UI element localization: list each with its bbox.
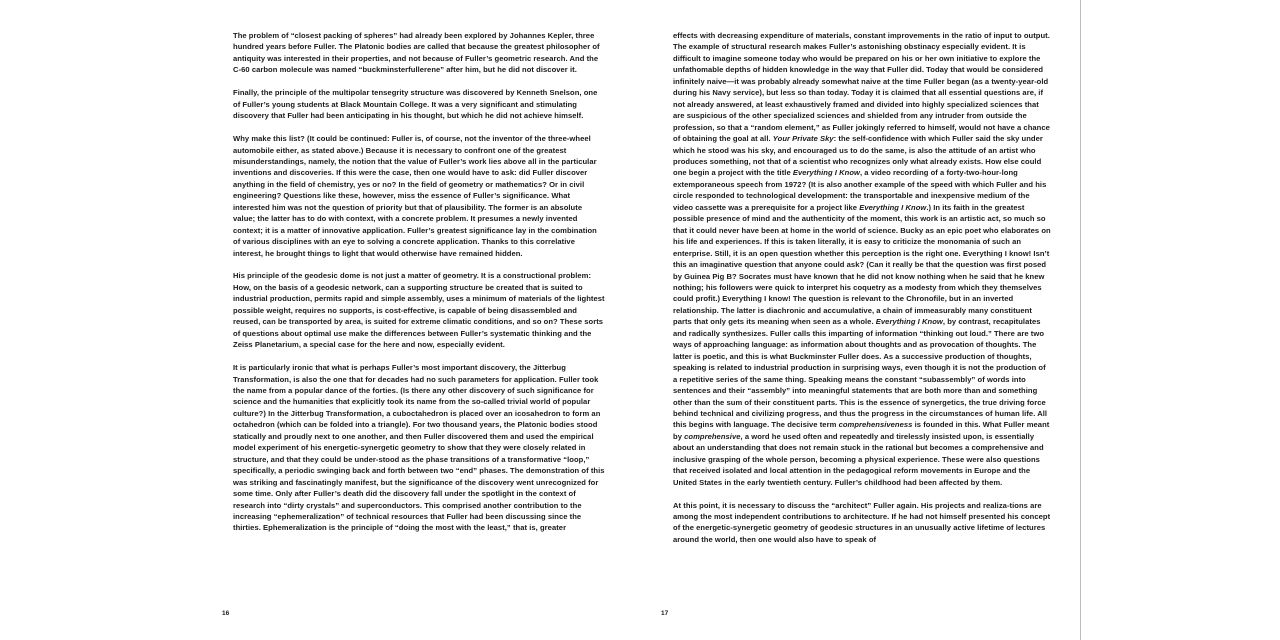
paragraph: It is particularly ironic that what is perhaps Fuller’s most important discovery, the Jitterbug Transformation, is also the one that for decades had no such parameters for application. Fuller took the name from a popular dance of the forties. (Is there any other discovery of such significance for science and the humanities that explicitly took its name from the so-called trivial world of popular culture?) In the Jitterbug Transformation, a cuboctahedron is placed over an icosahedron to form an octahedron (which can be folded into a triangle). For two thousand years, the Platonic bodies stood statically and proudly next to one another, and then Fuller discovered them and used the empirical model experiment of his energetic-synergetic geometry to show that they were closely related in structure, and that they could be under-stood as the phase transitions of a transformative “loop,” specifically, a periodic swinging back and forth between two “end” phases. The demonstration of this was striking and fascinatingly manifest, but the significance of the discovery went unrecognized for some time. Only after Fuller’s death did the discovery fall under the spotlight in the context of research into “dirty crystals” and superconductors. This comprised another contribution to the increasing “ephemeralization” of technical resources that Fuller had been discussing since the thirties. Ephemeralization is the principle of “doing the most with the least,” that is, greater xyxy=(233,363,605,533)
text-run: At this point, it is necessary to discuss the “architect” Fuller again. His projects and realiza-tions are among the most independent contributions to architecture. If he had not himself presented his concept of the energetic-synergetic geometry of geodesic structures in an unusually active lifetime of lectures around the world, then one would also have to speak of xyxy=(673,500,1051,544)
paragraph: His principle of the geodesic dome is not just a matter of geometry. It is a constructional problem: How, on the basis of a geodesic network, can a supporting structure be created that is suited to industrial production, permits rapid and simple assembly, uses a minimum of materials of the lightest possible weight, requires no supports, is cost-effective, is capable of being disassembled and reused, can be transported by area, is suited for extreme climatic conditions, and so on? These sorts of questions about optimal use make the differences between Fuller’s systematic thinking and the Zeiss Planetarium, a special case for the here and now, especially evident. xyxy=(233,271,605,350)
page-edge-line xyxy=(1080,0,1081,640)
text-run: .) In its faith in the greatest possible presence of mind and the authenticity of the moment, this work is an artistic act, so much so that it could never have been at home in the world of science. Bucky as an epic poet who elaborates on his life and experiences. If this is taken literally, it is easy to criticize the monomania of such an enterprise. Still, it is an open question whether this perception is the right one. Everything I know! Isn’t this an imaginative question that anyone could ask? (Can it really be that the question was first posed by Guinea Pig B? Socrates must have known that he did not know nothing when he said that he knew nothing; his followers were quick to interpret his coquetry as a modesty from which they themselves could profit.) Everything I know! The question is relevant to the Chronofile, but in an inverted relationship. The latter is diachronic and accumulative, a chain of immeasurably many constituent parts that only gets its meaning when seen as a whole. xyxy=(673,202,1051,327)
paragraph: Finally, the principle of the multipolar tensegrity structure was discovered by Kenneth Snelson, one of Fuller’s young students at Black Mountain College. It was a very significant and stimulating discovery that Fuller had been anticipating in his thought, but which he did not achieve himself. xyxy=(233,88,598,121)
text-run: effects with decreasing expenditure of materials, constant improvements in the ratio of input to output. The example of structural research makes Fuller’s astonishing obstinacy especially evident. It is difficult to imagine someone today who would be prepared on his or her own initiative to explore the unfathomable depths of hidden knowledge in the way that Fuller did. Today that would be considered infinitely naive—it was probably already somewhat naive at the time Fuller began (as a twenty-year-old during his Navy service), but less so than today. Today it is claimed that all essential questions are, if not already answered, at least exhaustively framed and divided into highly specialized sciences that are suspicious of the other specialized sciences and shielded from any intruder from outside the profession, so that a “random element,” as Fuller jokingly referred to himself, would not have a chance of obtaining the goal at all. xyxy=(673,31,1050,144)
text-run: , a word he used often and repeatedly and tirelessly insisted upon, is essentially about an understanding that does not remain stuck in the rational but becomes a comprehensive and inclusive grasping of the whole person, becoming a physical experience. These were also questions that received isolated and local attention in the pedagogical reform movements in Europe and the United States in the early twentieth century. Fuller’s childhood had been affected by them. xyxy=(673,431,1044,487)
paragraph: The problem of “closest packing of spheres” had already been explored by Johannes Kepler, three hundred years before Fuller. The Platonic bodies are called that because the greatest philosopher of antiquity was interested in their properties, and not because of Fuller’s geometric research. And the C-60 carbon molecule was named “buckminsterfullerene” after him, but he did not discover it. xyxy=(233,31,600,75)
paragraph: Why make this list? (It could be continued: Fuller is, of course, not the inventor of the three-wheel automobile either, as stated above.) Because it is necessary to confront one of the greatest misunderstandings, namely, the notion that the value of Fuller’s work lies above all in the particular inventions and discoveries. If this were the case, then one would have to ask: did Fuller discover anything in the field of chemistry, yes or no? In the field of geometry or mathematics? Or in civil engineering? Questions like these, however, miss the essence of Fuller’s significance. What interested him was not the question of priority but that of plausibility. The former is an absolute value; the latter has to do with context, with a concrete problem. It presumes a newly invented context; it is a matter of innovative application. Fuller’s greatest significance lay in the combination of various disciplines with an eye to solving a concrete application. Thanks to this correlative interest, he brought things to light that would otherwise have remained hidden. xyxy=(233,134,597,258)
left-page-number: 16 xyxy=(222,610,230,617)
italic-text: Everything I Know xyxy=(875,317,943,327)
right-page-number: 17 xyxy=(661,610,669,617)
italic-text: Everything I Know xyxy=(792,168,860,178)
paragraph xyxy=(673,500,1051,546)
italic-text: Your Private Sky xyxy=(772,134,834,144)
text-run: , a video recording of a forty-two-hour-long extemporaneous speech from 1972? (It is also another example of the speed with which Fuller and his circle responded to technological development: the transportable and inexpensive medium of the video cassette was a prerequisite for a project like xyxy=(673,168,1047,212)
italic-text: comprehensive xyxy=(684,431,741,441)
left-page-text xyxy=(233,30,605,545)
text-run: , by contrast, recapitulates and radically synthesizes. Fuller calls this imparting of information “thinking out loud.” There are two ways of approaching language: as information about thoughts and as provocation of thoughts. The latter is poetic, and this is what Buckminster Fuller does. As a successive production of thoughts, speaking is related to industrial production in surprising ways, even though it is not the production of a repetitive series of the same thing. Speaking means the constant “subassembly” of words into sentences and their “assembly” into meaningful statements that are both more than and something other than the sum of their constituent parts. This is the essence of synergetics, the true driving force behind technical and civilizing progress, and thus the progress in the circumstances of human life. All this begins with language. The decisive term xyxy=(673,317,1048,430)
text-run: : the self-confidence with which Fuller said the sky under which he stood was his sky, and encouraged us to do the same, is also the attitude of an artist who produces something, not that of a scientist who recognizes only what already exists. How else could one begin a project with the title xyxy=(673,134,1043,178)
text-run: is founded in this. What Fuller meant by xyxy=(673,420,1050,441)
right-page-text xyxy=(673,30,1051,557)
italic-text: Everything I Know xyxy=(859,202,927,212)
italic-text: comprehensiveness xyxy=(838,420,913,430)
paragraph xyxy=(673,30,1051,488)
